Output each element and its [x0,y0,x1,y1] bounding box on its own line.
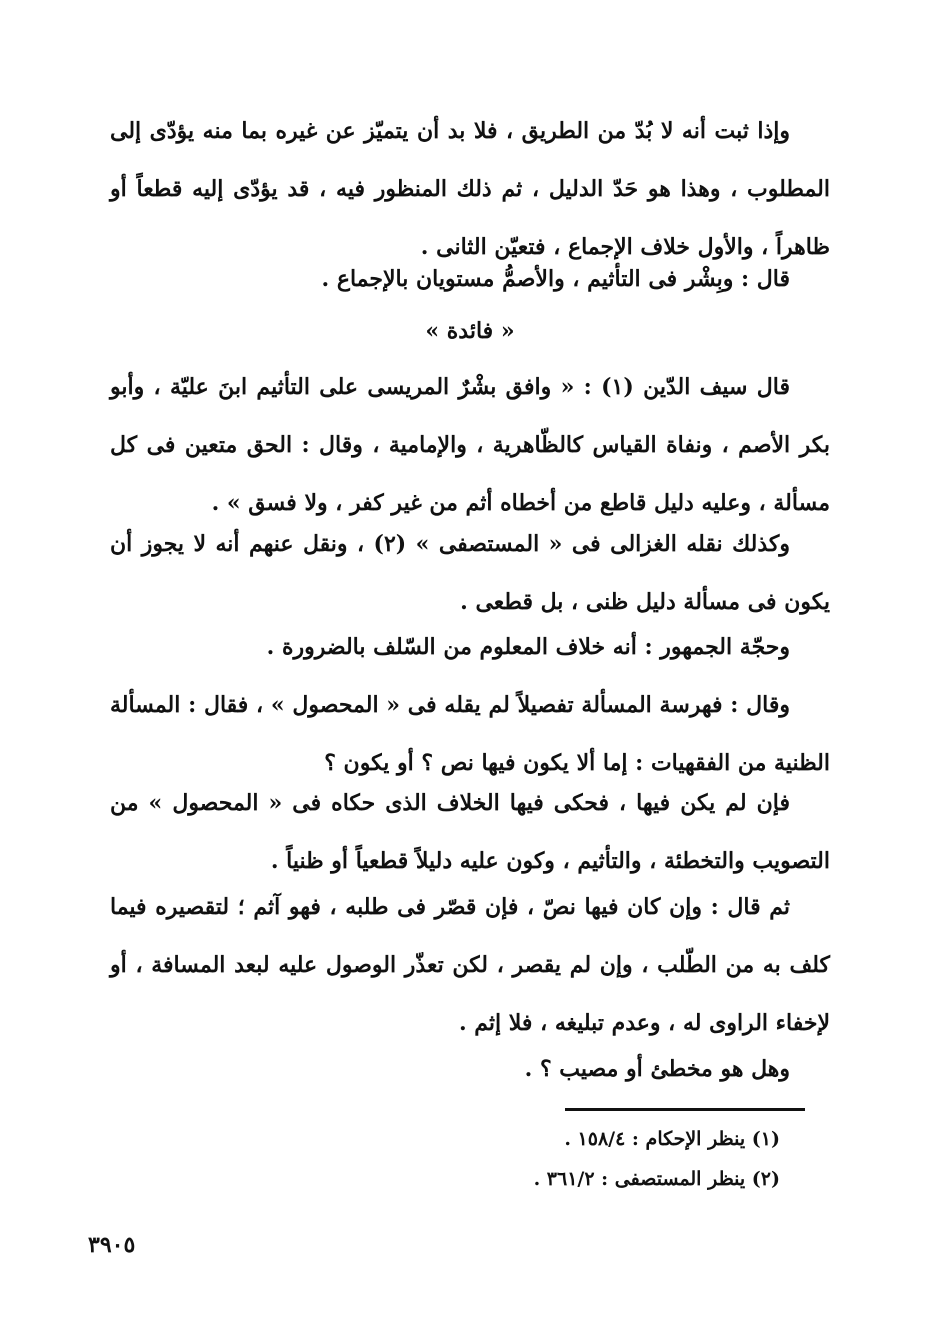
paragraph-sayf-al-din: قال سيف الدّين (١) : « وافق بشْرٌ المريسى على التأثيم ابنَ عليّة ، وأبو بكر الأصم ، ونفاة القياس كالظّاهرية ، والإمامية ، وقال : الحق متعين فى كل مسألة ، وعليه دليل قاطع من أخطاه أثم من غير كفر ، ولا فسق » . [110,374,830,516]
footnote-separator [565,1108,805,1111]
paragraph-bishr-and-asamm: قال : وبِشْر فى التأثيم ، والأصمُّ مستويان بالإجماع . [321,266,790,292]
paragraph-no-text-case: فإن لم يكن فيها ، فحكى فيها الخلاف الذى حكاه فى « المحصول » من التصويب والتخطئة ، والتأثيم ، وكون عليه دليلاً قطعياً أو ظنياً . [110,790,830,874]
paragraph-jumhur-argument: وحجّة الجمهور : أنه خلاف المعلوم من السّلف بالضرورة . [266,634,790,660]
section-heading-faida: « فائدة » [425,318,515,344]
paragraph-path-to-evidence: وإذا ثبت أنه لا بُدّ من الطريق ، فلا بد أن يتميّز عن غيره بما منه يؤدّى إلى المطلوب ، وهذا هو حَدّ الدليل ، ثم ذلك المنظور فيه ، قد يؤدّى إليه قطعاً أو ظاهراً ، والأول خلاف الإجماع ، فتعيّن الثانى . [110,118,830,260]
paragraph-text-exists-case: ثم قال : وإن كان فيها نصّ ، فإن قصّر فى طلبه ، فهو آثم ؛ لتقصيره فيما كلف به من الطّلب ، وإن لم يقصر ، لكن تعذّر الوصول عليه لبعد المسافة ، أو لإخفاء الراوى له ، وعدم تبليغه ، فلا إثم . [110,894,830,1036]
page-number: ٣٩٠٥ [88,1232,136,1258]
paragraph-mistaken-or-correct: وهل هو مخطئ أو مصيب ؟ . [524,1056,790,1082]
paragraph-mahsul-index: وقال : فهرسة المسألة تفصيلاً لم يقله فى « المحصول » ، فقال : المسألة الظنية من الفقهيات : إما ألا يكون فيها نص ؟ أو يكون ؟ [110,692,830,776]
footnote-2: (٢) ينظر المستصفى : ٣٦١/٢ . [533,1168,780,1190]
footnote-1: (١) ينظر الإحكام : ١٥٨/٤ . [564,1128,780,1150]
paragraph-ghazali-mustasfa: وكذلك نقله الغزالى فى « المستصفى » (٢) ، ونقل عنهم أنه لا يجوز أن يكون فى مسألة دليل ظنى ، بل قطعى . [110,531,830,615]
